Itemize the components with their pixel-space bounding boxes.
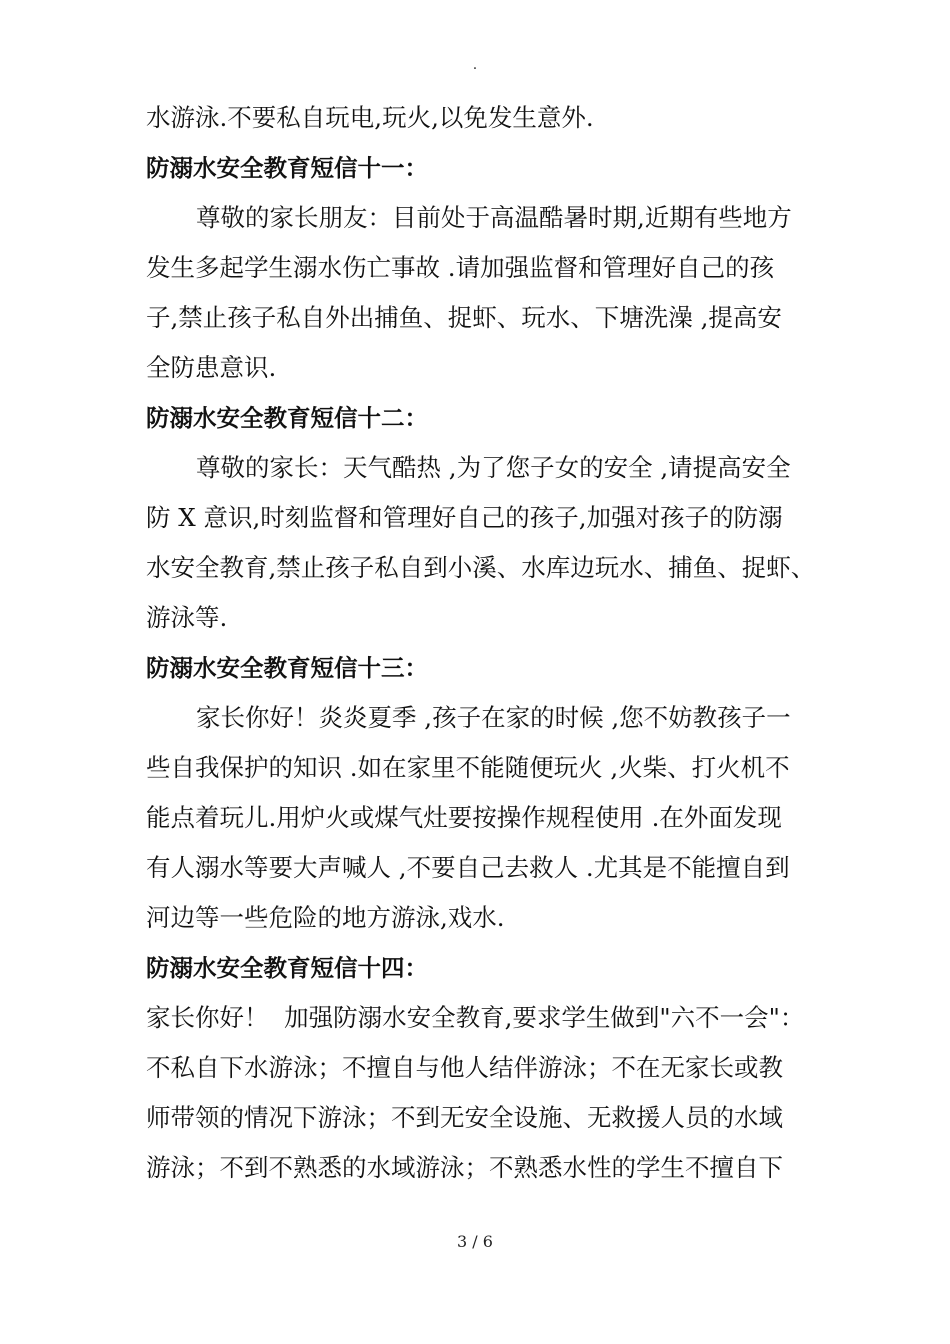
section-heading: 防溺水安全教育短信十一： (146, 154, 428, 182)
text-line: 发生多起学生溺水伤亡事故 .请加强监督和管理好自己的孩 (146, 253, 775, 282)
text-line: 水游泳.不要私自玩电,玩火,以免发生意外. (146, 103, 594, 132)
page-number: 3 / 6 (457, 1232, 493, 1251)
text-line: 子,禁止孩子私自外出捕鱼、捉虾、玩水、下塘洗澡 ,提高安 (146, 303, 782, 332)
text-line: 尊敬的家长朋友：目前处于高温酷暑时期,近期有些地方 (196, 203, 792, 232)
text-line: 能点着玩儿.用炉火或煤气灶要按操作规程使用 .在外面发现 (146, 803, 782, 832)
text-line: 防 X 意识,时刻监督和管理好自己的孩子,加强对孩子的防溺 (146, 503, 783, 532)
section-heading: 防溺水安全教育短信十三： (146, 654, 428, 682)
text-line: 水安全教育,禁止孩子私自到小溪、水库边玩水、捕鱼、捉虾、 (146, 553, 816, 582)
text-line: 师带领的情况下游泳；不到无安全设施、无救援人员的水域 (146, 1103, 783, 1132)
document-body (146, 93, 816, 1193)
section-heading: 防溺水安全教育短信十四： (146, 954, 428, 982)
text-line: 家长你好！炎炎夏季 ,孩子在家的时候 ,您不妨教孩子一 (196, 703, 791, 732)
text-line: 尊敬的家长：天气酷热 ,为了您子女的安全 ,请提高安全 (196, 453, 791, 482)
text-line: 不私自下水游泳；不擅自与他人结伴游泳；不在无家长或教 (146, 1053, 783, 1082)
text-line: 河边等一些危险的地方游泳,戏水. (146, 903, 505, 932)
text-line: 全防患意识. (146, 353, 277, 382)
text-line: 游泳等. (146, 603, 228, 632)
header-mark: . (472, 57, 478, 73)
text-line: 有人溺水等要大声喊人 ,不要自己去救人 .尤其是不能擅自到 (146, 853, 790, 882)
text-line: 些自我保护的知识 .如在家里不能随便玩火 ,火柴、打火机不 (146, 753, 790, 782)
text-line: 游泳；不到不熟悉的水域游泳；不熟悉水性的学生不擅自下 (146, 1153, 783, 1182)
section-heading: 防溺水安全教育短信十二： (146, 404, 428, 432)
text-line: 家长你好！ 加强防溺水安全教育,要求学生做到"六不一会"： (146, 1003, 805, 1032)
